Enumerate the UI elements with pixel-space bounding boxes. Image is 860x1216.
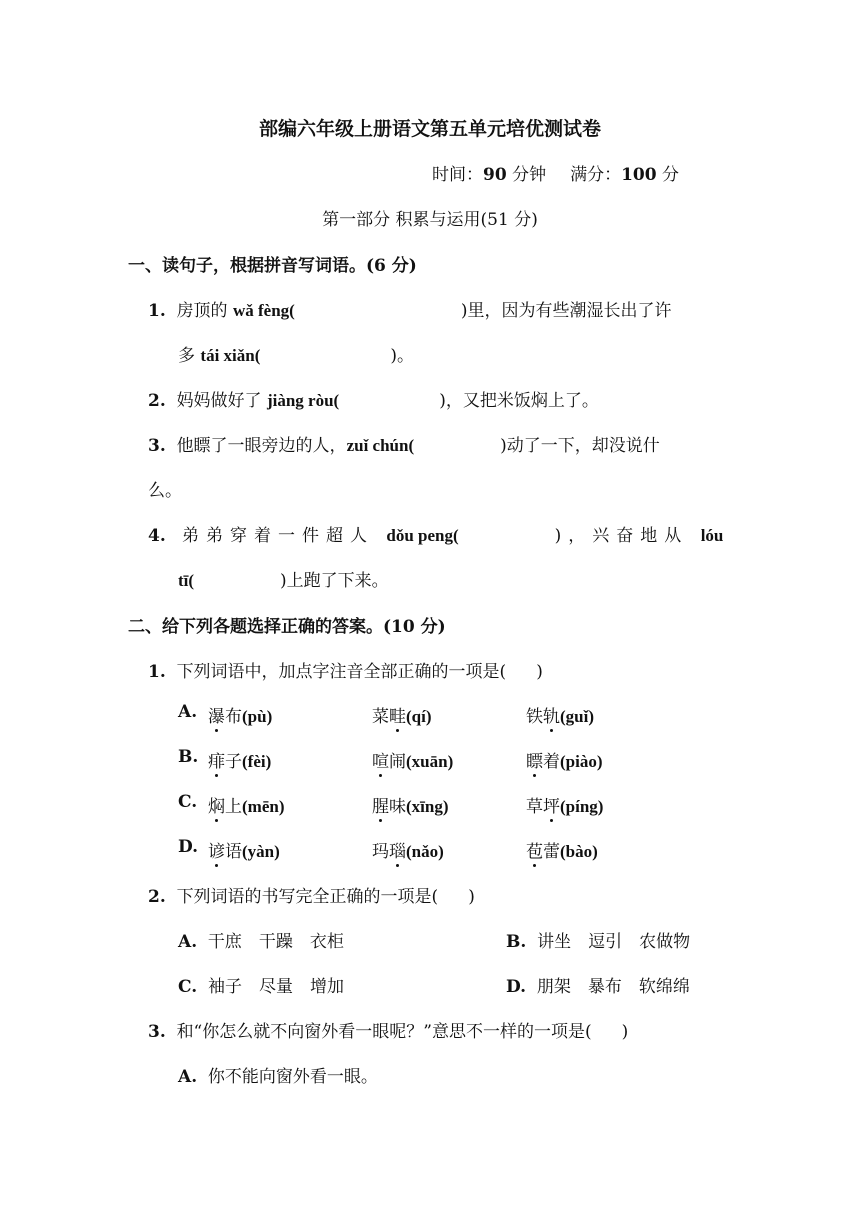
s2-q2-option-b[interactable]: B. 讲坐 逗引 农做物: [506, 932, 691, 952]
s2-q2-stem: 2. 下列词语的书写完全正确的一项是( ): [148, 887, 475, 907]
s1-q1-line1: 1. 房顶的 wǎ fèng( )里，因为有些潮湿长出了许: [148, 301, 672, 321]
s2-q2-option-d[interactable]: D. 朋架 暴布 软绵绵: [506, 977, 690, 997]
time-value: 90: [483, 165, 507, 185]
s2-q1-option-d[interactable]: D.: [178, 837, 199, 857]
option-word: 菜畦(qí): [372, 702, 432, 727]
score-value: 100: [621, 165, 657, 185]
s2-q1-option-c[interactable]: C.: [178, 792, 198, 812]
option-word: 草坪(píng): [526, 792, 603, 817]
option-word: 玛瑙(nǎo): [372, 837, 444, 862]
s2-q1-option-b[interactable]: B.: [178, 747, 199, 767]
section1-heading: 一、读句子，根据拼音写词语。(6 分): [128, 256, 417, 276]
exam-meta: [432, 160, 679, 185]
score-label: 满分：: [570, 165, 622, 185]
time-label: 时间：: [432, 165, 483, 185]
option-word: 喧闹(xuān): [372, 747, 453, 772]
dotted-character: 痱: [208, 747, 225, 772]
dotted-character: 瞟: [526, 747, 543, 772]
dotted-character: 焖: [208, 792, 225, 817]
option-word: 瞟着(piào): [526, 747, 603, 772]
s1-q3-line2: 么。: [148, 481, 182, 501]
option-word: 痱子(fèi): [208, 747, 271, 772]
score-unit: 分: [656, 165, 679, 185]
s2-q3-stem: 3. 和“你怎么就不向窗外看一眼呢？”意思不一样的一项是( ): [148, 1022, 629, 1042]
s1-q2: 2. 妈妈做好了 jiàng ròu( )，又把米饭焖上了。: [148, 391, 599, 411]
dotted-character: 喧: [372, 747, 389, 772]
time-unit: 分钟: [506, 165, 547, 185]
s1-q3-line1: 3. 他瞟了一眼旁边的人，zuǐ chún( )动了一下，却没说什: [148, 436, 660, 456]
option-word: 腥味(xīng): [372, 792, 449, 817]
s1-q4-line1: 4. 弟弟穿着一件超人 dǒu peng( )，兴奋地从 lóu: [148, 526, 724, 546]
s2-q1-stem: 1. 下列词语中，加点字注音全部正确的一项是( ): [148, 662, 543, 682]
dotted-character: 轨: [543, 702, 560, 727]
dotted-character: 畦: [389, 702, 406, 727]
dotted-character: 腥: [372, 792, 389, 817]
option-word: 铁轨(guǐ): [526, 702, 594, 727]
s2-q1-option-a[interactable]: A.: [178, 702, 198, 722]
option-word: 谚语(yàn): [208, 837, 280, 862]
s2-q2-option-c[interactable]: C. 袖子 尽量 增加: [178, 977, 344, 997]
s1-q4-line2: tī( )上跑了下来。: [178, 571, 389, 591]
s1-q1-line2: 多 tái xiǎn( )。: [178, 346, 415, 366]
dotted-character: 坪: [543, 792, 560, 817]
page-title: 部编六年级上册语文第五单元培优测试卷: [258, 118, 601, 140]
option-word: 焖上(mēn): [208, 792, 284, 817]
s2-q3-option-a[interactable]: A. 你不能向窗外看一眼。: [178, 1067, 378, 1087]
dotted-character: 瀑: [208, 702, 225, 727]
dotted-character: 谚: [208, 837, 225, 862]
option-word: 瀑布(pù): [208, 702, 272, 727]
s2-q2-option-a[interactable]: A. 干庶 干躁 衣柜: [178, 932, 344, 952]
dotted-character: 瑙: [389, 837, 406, 862]
option-word: 苞蕾(bào): [526, 837, 598, 862]
dotted-character: 苞: [526, 837, 543, 862]
section2-heading: 二、给下列各题选择正确的答案。(10 分): [128, 617, 446, 637]
part-one-heading: 第一部分 积累与运用(51 分): [322, 210, 538, 230]
